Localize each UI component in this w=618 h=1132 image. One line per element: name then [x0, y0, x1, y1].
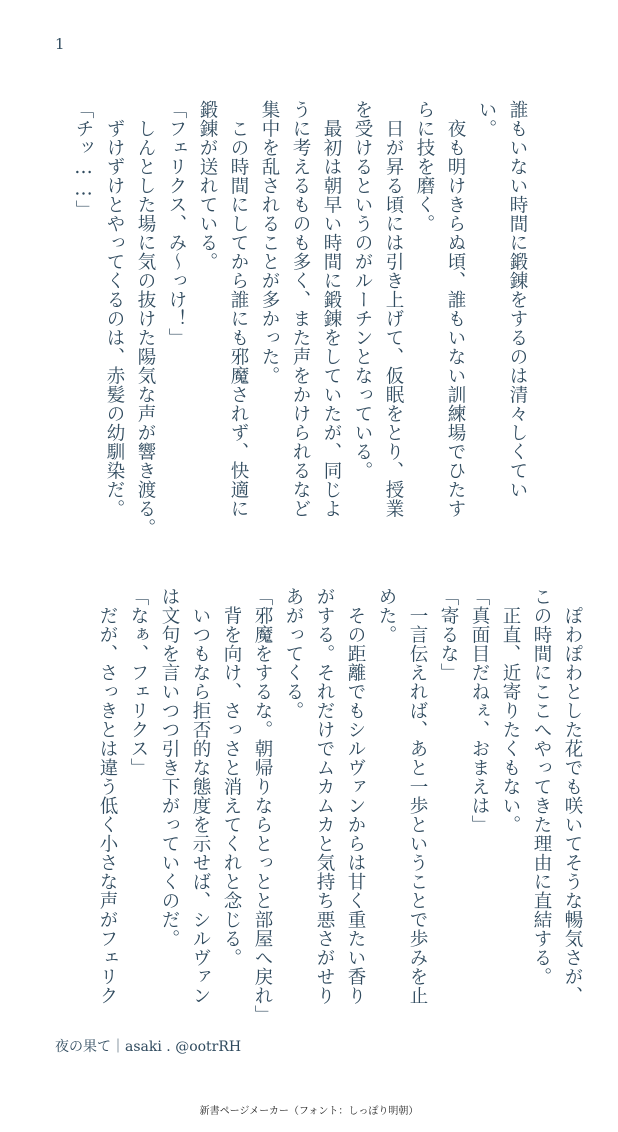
text-line: 最初は朝早い時間に鍛錬をしていたが、同じよ: [321, 100, 342, 518]
text-line: 夜も明けきらぬ頃、誰もいない訓練場でひたす: [445, 100, 466, 518]
text-line: 誰もいない時間に鍛錬をするのは清々しくてい: [507, 100, 528, 499]
text-line: がする。それだけでムカムカと気持ち悪さがせり: [314, 587, 335, 1005]
body-text-lower: [48, 587, 588, 1024]
text-line: いつもなら拒否的な態度を示せば、シルヴァン: [190, 587, 211, 1005]
text-line: だが、さっきとは違う低く小さな声がフェリク: [97, 587, 118, 1005]
text-line: 背を向け、さっさと消えてくれと念じる。: [221, 587, 242, 967]
text-line: い。: [476, 100, 497, 138]
body-text-upper: [53, 100, 533, 540]
footer-caption: 新書ページメーカー（フォント：しっぽり明朝）: [199, 1106, 419, 1117]
text-line: 「真面目だねぇ、おまえは」: [469, 587, 490, 834]
text-line: ずけずけとやってくるのは、赤髪の幼馴染だ。: [104, 100, 125, 518]
text-line: その距離でもシルヴァンからは甘く重たい香り: [345, 587, 366, 1005]
text-line: この時間にここへやってきた理由に直結する。: [531, 587, 552, 986]
text-line: うに考えるものも多く、また声をかけられるなど: [290, 100, 311, 518]
text-line: 日が昇る頃には引き上げて、仮眠をとり、授業: [383, 100, 404, 518]
credit-line: 夜の果て｜asaki . @ootrRH: [55, 1039, 242, 1055]
text-line: 「フェリクス、み〜っけ！」: [166, 100, 187, 347]
text-line: 「寄るな」: [438, 587, 459, 682]
text-line: めた。: [376, 587, 397, 644]
text-line: あがってくる。: [283, 587, 304, 720]
text-line: この時間にしてから誰にも邪魔されず、快適に: [228, 100, 249, 518]
text-line: を受けるというのがルーチンとなっている。: [352, 100, 373, 480]
page-number: 1: [55, 35, 65, 53]
text-line: 集中を乱されることが多かった。: [259, 100, 280, 385]
text-line: 一言伝えれば、あと一歩ということで歩みを止: [407, 587, 428, 1005]
text-line: ぽわぽわとした花でも咲いてそうな暢気さが、: [562, 587, 583, 1005]
text-line: らに技を磨く。: [414, 100, 435, 233]
text-line: は文句を言いつつ引き下がっていくのだ。: [159, 587, 180, 948]
text-line: 「チッ……」: [73, 100, 94, 219]
text-line: 「邪魔をするな。朝帰りならとっとと部屋へ戻れ」: [252, 587, 273, 1024]
text-line: 「なぁ、フェリクス」: [128, 587, 149, 777]
text-line: 正直、近寄りたくもない。: [500, 587, 521, 834]
text-line: しんとした場に気の抜けた陽気な声が響き渡る。: [135, 100, 156, 537]
text-line: 鍛錬が送れている。: [197, 100, 218, 271]
